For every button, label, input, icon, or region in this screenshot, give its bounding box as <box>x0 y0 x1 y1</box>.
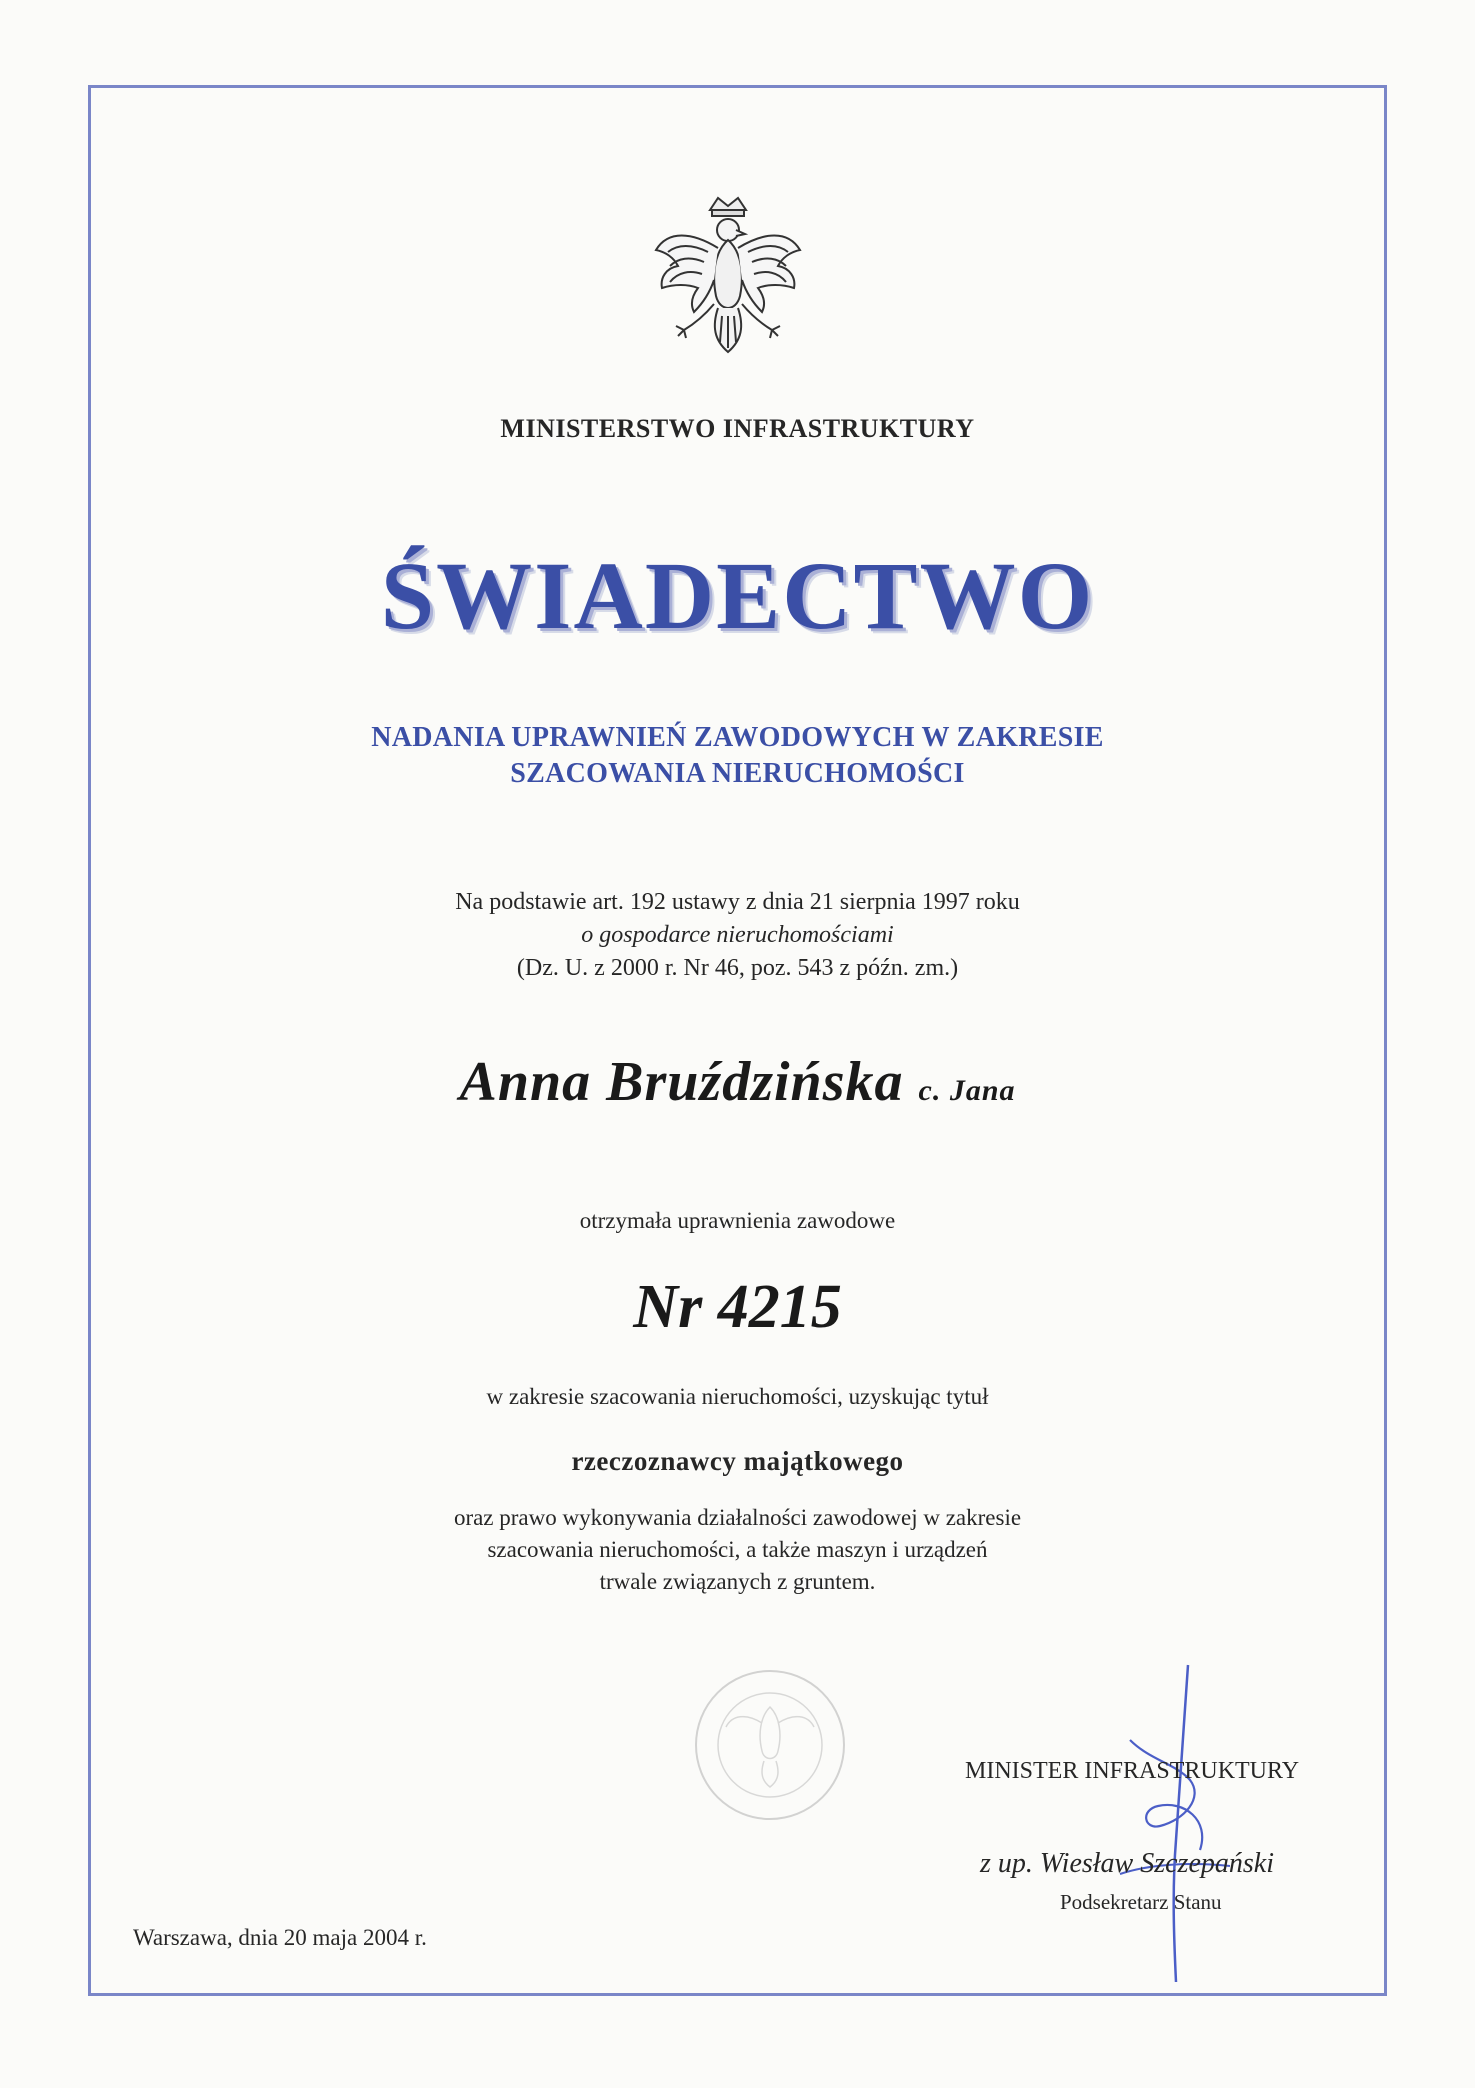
signatory-position: Podsekretarz Stanu <box>1060 1890 1222 1914</box>
certificate-title: ŚWIADECTWO <box>380 542 1095 649</box>
received-statement: otrzymała uprawnienia zawodowe <box>579 1208 896 1233</box>
rights-statement <box>88 1502 1387 1598</box>
rights-line-2: szacowania nieruchomości, a także maszyn i urządzeń <box>487 1537 988 1562</box>
subtitle-line-1: NADANIA UPRAWNIEŃ ZAWODOWYCH W ZAKRESIE <box>371 722 1104 753</box>
handwritten-signature <box>1080 1660 1260 1990</box>
embossed-seal-icon <box>690 1665 850 1825</box>
holder-name-line <box>88 1050 1387 1114</box>
place-and-date: Warszawa, dnia 20 maja 2004 r. <box>133 1925 427 1950</box>
legal-basis-line-2: o gospodarce nieruchomościami <box>581 922 894 948</box>
rights-line-1: oraz prawo wykonywania działalności zawodowej w zakresie <box>453 1505 1022 1530</box>
professional-title: rzeczoznawcy majątkowego <box>571 1446 904 1476</box>
signatory-name: z up. Wiesław Szczepański <box>980 1848 1274 1879</box>
ministry-name: MINISTERSTWO INFRASTRUKTURY <box>500 414 975 443</box>
legal-basis-line-3: (Dz. U. z 2000 r. Nr 46, poz. 543 z późn. zm.) <box>516 955 959 981</box>
signatory-role: MINISTER INFRASTRUKTURY <box>965 1758 1300 1784</box>
polish-eagle-emblem-icon <box>648 192 808 372</box>
certificate-subtitle <box>88 720 1387 792</box>
rights-line-3: trwale związanych z gruntem. <box>599 1569 876 1594</box>
subtitle-line-2: SZACOWANIA NIERUCHOMOŚCI <box>510 758 965 789</box>
holder-patronymic: c. Jana <box>918 1074 1016 1107</box>
scope-statement: w zakresie szacowania nieruchomości, uzyskując tytuł <box>486 1384 989 1409</box>
holder-name: Anna Bruździńska <box>459 1051 904 1113</box>
legal-basis <box>88 886 1387 985</box>
license-number: Nr 4215 <box>633 1273 842 1341</box>
legal-basis-line-1: Na podstawie art. 192 ustawy z dnia 21 sierpnia 1997 roku <box>455 889 1020 915</box>
